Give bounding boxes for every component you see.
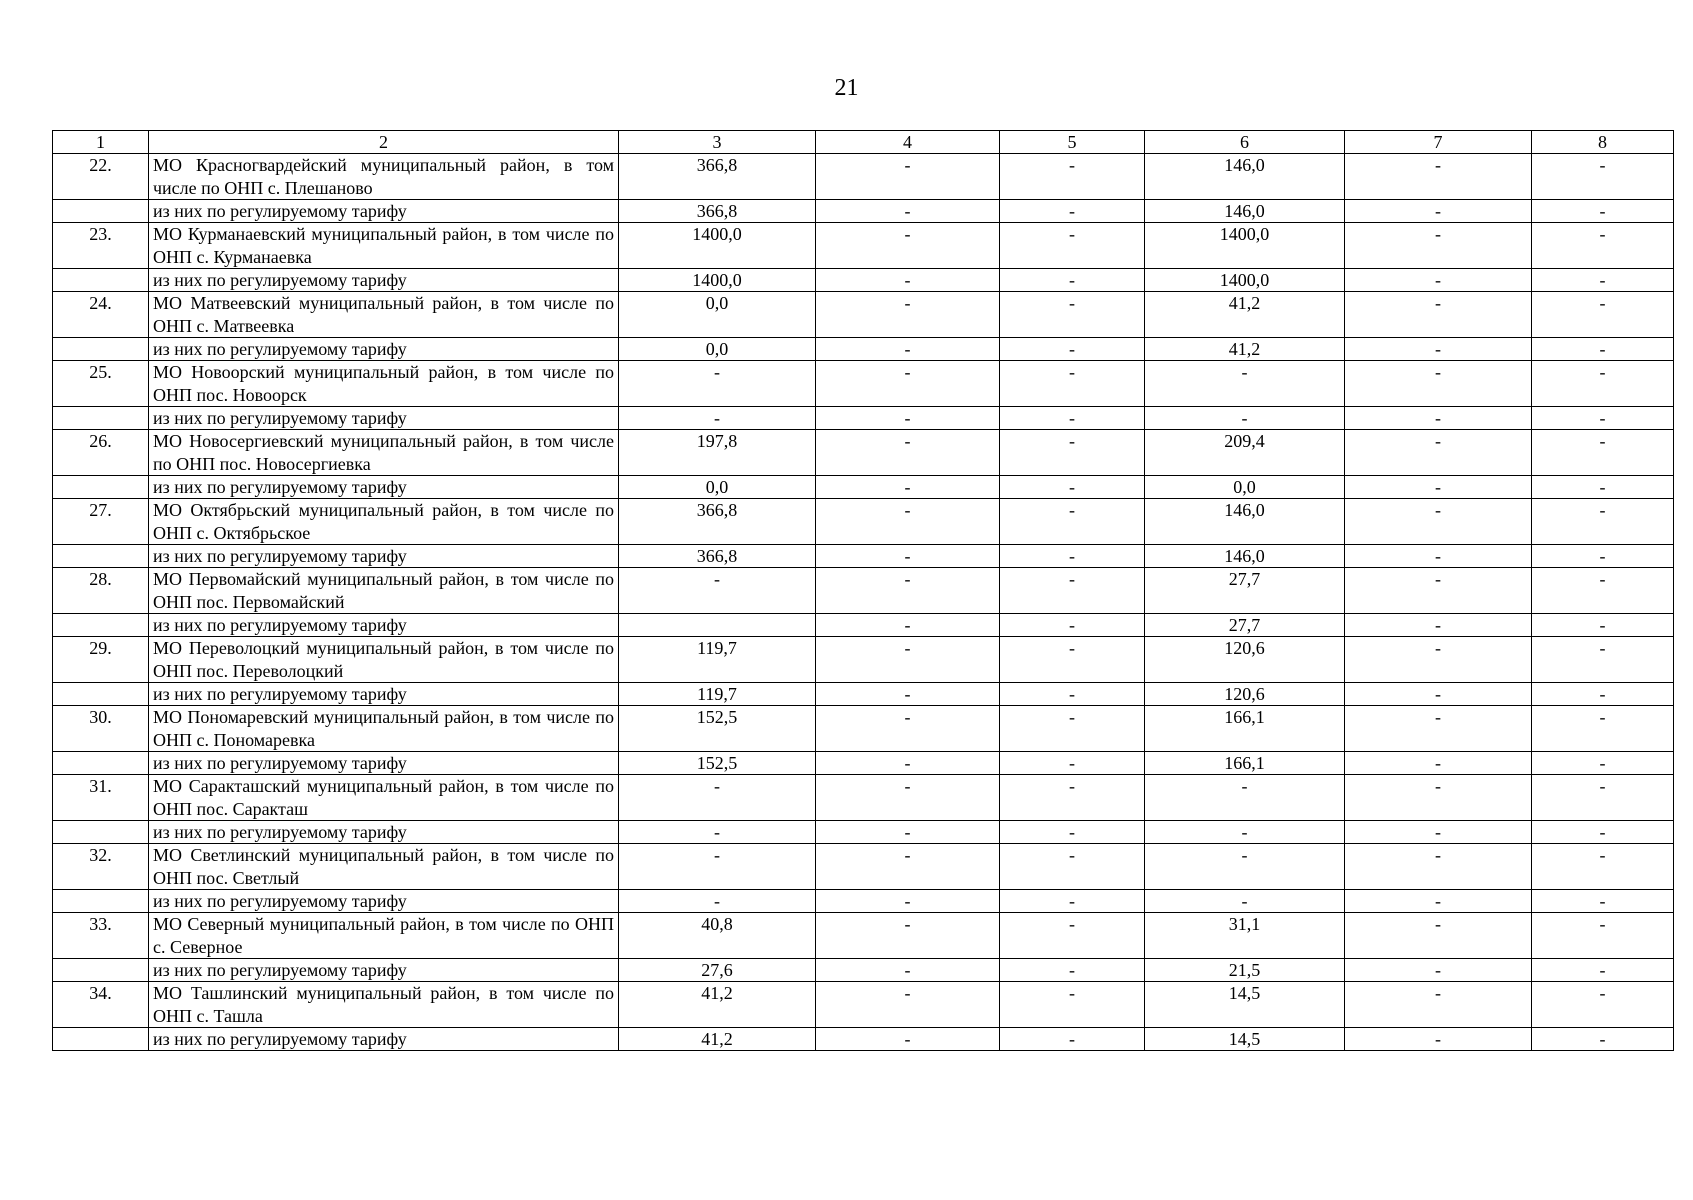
table-subrow — [53, 338, 1674, 361]
col-8-cell: - — [1532, 361, 1674, 407]
col-6-cell: 27,7 — [1145, 614, 1345, 637]
col-8-cell: - — [1532, 223, 1674, 269]
col-8-cell: - — [1532, 154, 1674, 200]
col-3-cell: - — [619, 821, 816, 844]
row-number-cell — [53, 752, 149, 775]
col-7-cell: - — [1345, 223, 1532, 269]
col-8-cell: - — [1532, 752, 1674, 775]
col-5-cell: - — [1000, 821, 1145, 844]
col-7-cell: - — [1345, 568, 1532, 614]
col-7-cell: - — [1345, 982, 1532, 1028]
col-5-cell: - — [1000, 338, 1145, 361]
col-6-cell: 41,2 — [1145, 338, 1345, 361]
col-3-cell: 0,0 — [619, 292, 816, 338]
col-5-cell: - — [1000, 499, 1145, 545]
col-3-cell: 41,2 — [619, 982, 816, 1028]
header-cell: 7 — [1345, 131, 1532, 154]
col-4-cell: - — [816, 752, 1000, 775]
col-5-cell: - — [1000, 292, 1145, 338]
col-3-cell: - — [619, 407, 816, 430]
col-4-cell: - — [816, 821, 1000, 844]
col-6-cell: 120,6 — [1145, 637, 1345, 683]
row-number-cell: 27. — [53, 499, 149, 545]
col-6-cell: 0,0 — [1145, 476, 1345, 499]
row-number-cell — [53, 407, 149, 430]
header-cell: 1 — [53, 131, 149, 154]
table-subrow — [53, 752, 1674, 775]
col-7-cell: - — [1345, 338, 1532, 361]
row-number-cell — [53, 476, 149, 499]
col-5-cell: - — [1000, 844, 1145, 890]
col-3-cell: 366,8 — [619, 545, 816, 568]
table-subrow — [53, 269, 1674, 292]
table-row — [53, 913, 1674, 959]
col-3-cell: 40,8 — [619, 913, 816, 959]
table-subrow — [53, 476, 1674, 499]
row-description-cell: МО Октябрьский муниципальный район, в том числе по ОНП с. Октябрьское — [149, 499, 619, 545]
header-cell: 4 — [816, 131, 1000, 154]
col-3-cell: 41,2 — [619, 1028, 816, 1051]
row-description-cell: из них по регулируемому тарифу — [149, 683, 619, 706]
col-5-cell: - — [1000, 361, 1145, 407]
col-7-cell: - — [1345, 637, 1532, 683]
col-3-cell: 119,7 — [619, 683, 816, 706]
col-4-cell: - — [816, 637, 1000, 683]
col-7-cell: - — [1345, 269, 1532, 292]
col-3-cell: - — [619, 844, 816, 890]
col-8-cell: - — [1532, 821, 1674, 844]
col-4-cell: - — [816, 913, 1000, 959]
table-subrow — [53, 545, 1674, 568]
row-description-cell: МО Ташлинский муниципальный район, в том числе по ОНП с. Ташла — [149, 982, 619, 1028]
col-5-cell: - — [1000, 200, 1145, 223]
table-row — [53, 706, 1674, 752]
row-number-cell: 28. — [53, 568, 149, 614]
row-description-cell: из них по регулируемому тарифу — [149, 1028, 619, 1051]
col-6-cell: 31,1 — [1145, 913, 1345, 959]
row-description-cell: из них по регулируемому тарифу — [149, 200, 619, 223]
table-row — [53, 637, 1674, 683]
col-6-cell: 27,7 — [1145, 568, 1345, 614]
row-number-cell — [53, 890, 149, 913]
col-7-cell: - — [1345, 752, 1532, 775]
row-number-cell: 33. — [53, 913, 149, 959]
col-7-cell: - — [1345, 959, 1532, 982]
col-4-cell: - — [816, 959, 1000, 982]
col-6-cell: 21,5 — [1145, 959, 1345, 982]
col-4-cell: - — [816, 154, 1000, 200]
col-5-cell: - — [1000, 775, 1145, 821]
row-description-cell: из них по регулируемому тарифу — [149, 476, 619, 499]
table-subrow — [53, 890, 1674, 913]
col-5-cell: - — [1000, 683, 1145, 706]
table-subrow — [53, 821, 1674, 844]
col-6-cell: 1400,0 — [1145, 223, 1345, 269]
header-cell: 6 — [1145, 131, 1345, 154]
col-8-cell: - — [1532, 568, 1674, 614]
row-description-cell: из них по регулируемому тарифу — [149, 752, 619, 775]
page-number: 21 — [834, 75, 859, 101]
col-6-cell: 209,4 — [1145, 430, 1345, 476]
table-row — [53, 292, 1674, 338]
col-6-cell: 41,2 — [1145, 292, 1345, 338]
col-7-cell: - — [1345, 614, 1532, 637]
row-number-cell — [53, 821, 149, 844]
col-8-cell: - — [1532, 476, 1674, 499]
col-5-cell: - — [1000, 223, 1145, 269]
col-6-cell: 120,6 — [1145, 683, 1345, 706]
col-8-cell: - — [1532, 959, 1674, 982]
col-3-cell: 152,5 — [619, 706, 816, 752]
row-number-cell: 31. — [53, 775, 149, 821]
col-7-cell: - — [1345, 890, 1532, 913]
col-3-cell: 366,8 — [619, 154, 816, 200]
col-8-cell: - — [1532, 982, 1674, 1028]
col-6-cell: - — [1145, 407, 1345, 430]
col-3-cell: - — [619, 890, 816, 913]
col-6-cell: 146,0 — [1145, 545, 1345, 568]
col-6-cell: - — [1145, 890, 1345, 913]
col-5-cell: - — [1000, 982, 1145, 1028]
row-description-cell: из них по регулируемому тарифу — [149, 614, 619, 637]
col-8-cell: - — [1532, 338, 1674, 361]
row-number-cell: 23. — [53, 223, 149, 269]
col-3-cell: - — [619, 568, 816, 614]
col-4-cell: - — [816, 890, 1000, 913]
header-row — [53, 131, 1674, 154]
col-5-cell: - — [1000, 913, 1145, 959]
col-5-cell: - — [1000, 154, 1145, 200]
row-number-cell: 24. — [53, 292, 149, 338]
col-4-cell: - — [816, 407, 1000, 430]
col-5-cell: - — [1000, 568, 1145, 614]
col-8-cell: - — [1532, 844, 1674, 890]
col-4-cell: - — [816, 430, 1000, 476]
row-number-cell: 29. — [53, 637, 149, 683]
col-5-cell: - — [1000, 614, 1145, 637]
col-6-cell: - — [1145, 844, 1345, 890]
row-description-cell: из них по регулируемому тарифу — [149, 959, 619, 982]
table-row — [53, 223, 1674, 269]
table-subrow — [53, 683, 1674, 706]
col-7-cell: - — [1345, 775, 1532, 821]
col-6-cell: - — [1145, 361, 1345, 407]
col-6-cell: 14,5 — [1145, 982, 1345, 1028]
row-number-cell — [53, 959, 149, 982]
row-number-cell: 25. — [53, 361, 149, 407]
col-3-cell: 1400,0 — [619, 223, 816, 269]
row-description-cell: из них по регулируемому тарифу — [149, 407, 619, 430]
col-3-cell: - — [619, 361, 816, 407]
col-5-cell: - — [1000, 545, 1145, 568]
col-8-cell: - — [1532, 706, 1674, 752]
row-number-cell: 34. — [53, 982, 149, 1028]
col-7-cell: - — [1345, 361, 1532, 407]
table-row — [53, 361, 1674, 407]
col-5-cell: - — [1000, 637, 1145, 683]
col-5-cell: - — [1000, 959, 1145, 982]
col-5-cell: - — [1000, 1028, 1145, 1051]
col-5-cell: - — [1000, 407, 1145, 430]
col-6-cell: 146,0 — [1145, 499, 1345, 545]
col-8-cell: - — [1532, 775, 1674, 821]
col-3-cell — [619, 614, 816, 637]
row-number-cell: 26. — [53, 430, 149, 476]
col-4-cell: - — [816, 844, 1000, 890]
row-description-cell: из них по регулируемому тарифу — [149, 338, 619, 361]
col-7-cell: - — [1345, 913, 1532, 959]
row-number-cell — [53, 683, 149, 706]
header-cell: 3 — [619, 131, 816, 154]
table-row — [53, 154, 1674, 200]
row-number-cell — [53, 1028, 149, 1051]
col-6-cell: 146,0 — [1145, 200, 1345, 223]
header-cell: 2 — [149, 131, 619, 154]
col-6-cell: - — [1145, 775, 1345, 821]
table-row — [53, 982, 1674, 1028]
col-7-cell: - — [1345, 407, 1532, 430]
col-8-cell: - — [1532, 683, 1674, 706]
row-description-cell: из них по регулируемому тарифу — [149, 821, 619, 844]
col-8-cell: - — [1532, 1028, 1674, 1051]
col-6-cell: 146,0 — [1145, 154, 1345, 200]
header-cell: 5 — [1000, 131, 1145, 154]
row-description-cell: МО Матвеевский муниципальный район, в том числе по ОНП с. Матвеевка — [149, 292, 619, 338]
col-6-cell: 1400,0 — [1145, 269, 1345, 292]
col-4-cell: - — [816, 1028, 1000, 1051]
col-7-cell: - — [1345, 545, 1532, 568]
col-7-cell: - — [1345, 476, 1532, 499]
row-number-cell — [53, 338, 149, 361]
col-8-cell: - — [1532, 269, 1674, 292]
col-8-cell: - — [1532, 499, 1674, 545]
col-3-cell: 1400,0 — [619, 269, 816, 292]
col-4-cell: - — [816, 982, 1000, 1028]
row-number-cell: 22. — [53, 154, 149, 200]
row-description-cell: МО Светлинский муниципальный район, в том числе по ОНП пос. Светлый — [149, 844, 619, 890]
row-number-cell — [53, 200, 149, 223]
row-description-cell: МО Северный муниципальный район, в том числе по ОНП с. Северное — [149, 913, 619, 959]
col-8-cell: - — [1532, 545, 1674, 568]
row-number-cell: 32. — [53, 844, 149, 890]
table-row — [53, 499, 1674, 545]
row-description-cell: МО Переволоцкий муниципальный район, в том числе по ОНП пос. Переволоцкий — [149, 637, 619, 683]
row-description-cell: МО Красногвардейский муниципальный район, в том числе по ОНП с. Плешаново — [149, 154, 619, 200]
header-cell: 8 — [1532, 131, 1674, 154]
col-5-cell: - — [1000, 890, 1145, 913]
data-table — [52, 130, 1674, 1051]
col-4-cell: - — [816, 775, 1000, 821]
col-4-cell: - — [816, 568, 1000, 614]
row-number-cell — [53, 269, 149, 292]
col-4-cell: - — [816, 223, 1000, 269]
row-description-cell: из них по регулируемому тарифу — [149, 890, 619, 913]
col-7-cell: - — [1345, 706, 1532, 752]
col-3-cell: 366,8 — [619, 200, 816, 223]
table-subrow — [53, 200, 1674, 223]
row-number-cell — [53, 545, 149, 568]
row-description-cell: МО Новоорский муниципальный район, в том числе по ОНП пос. Новоорск — [149, 361, 619, 407]
col-8-cell: - — [1532, 614, 1674, 637]
col-3-cell: - — [619, 775, 816, 821]
table-row — [53, 844, 1674, 890]
table-body — [53, 154, 1674, 1051]
col-8-cell: - — [1532, 890, 1674, 913]
col-8-cell: - — [1532, 292, 1674, 338]
col-4-cell: - — [816, 545, 1000, 568]
col-7-cell: - — [1345, 430, 1532, 476]
row-description-cell: МО Пономаревский муниципальный район, в том числе по ОНП с. Пономаревка — [149, 706, 619, 752]
col-3-cell: 366,8 — [619, 499, 816, 545]
col-4-cell: - — [816, 200, 1000, 223]
col-4-cell: - — [816, 683, 1000, 706]
col-6-cell: 166,1 — [1145, 706, 1345, 752]
col-7-cell: - — [1345, 1028, 1532, 1051]
table-subrow — [53, 1028, 1674, 1051]
table-subrow — [53, 959, 1674, 982]
row-description-cell: МО Саракташский муниципальный район, в том числе по ОНП пос. Саракташ — [149, 775, 619, 821]
col-7-cell: - — [1345, 292, 1532, 338]
col-4-cell: - — [816, 269, 1000, 292]
col-4-cell: - — [816, 338, 1000, 361]
col-4-cell: - — [816, 476, 1000, 499]
col-7-cell: - — [1345, 154, 1532, 200]
col-4-cell: - — [816, 292, 1000, 338]
col-6-cell: - — [1145, 821, 1345, 844]
row-description-cell: из них по регулируемому тарифу — [149, 545, 619, 568]
col-5-cell: - — [1000, 706, 1145, 752]
table-row — [53, 568, 1674, 614]
col-6-cell: 14,5 — [1145, 1028, 1345, 1051]
col-7-cell: - — [1345, 683, 1532, 706]
col-8-cell: - — [1532, 200, 1674, 223]
col-3-cell: 197,8 — [619, 430, 816, 476]
col-7-cell: - — [1345, 499, 1532, 545]
row-number-cell — [53, 614, 149, 637]
col-8-cell: - — [1532, 407, 1674, 430]
col-8-cell: - — [1532, 913, 1674, 959]
table-subrow — [53, 407, 1674, 430]
col-8-cell: - — [1532, 637, 1674, 683]
col-8-cell: - — [1532, 430, 1674, 476]
table-row — [53, 430, 1674, 476]
col-3-cell: 0,0 — [619, 476, 816, 499]
col-7-cell: - — [1345, 844, 1532, 890]
row-description-cell: МО Новосергиевский муниципальный район, в том числе по ОНП пос. Новосергиевка — [149, 430, 619, 476]
row-number-cell: 30. — [53, 706, 149, 752]
col-4-cell: - — [816, 706, 1000, 752]
table-subrow — [53, 614, 1674, 637]
col-6-cell: 166,1 — [1145, 752, 1345, 775]
row-description-cell: из них по регулируемому тарифу — [149, 269, 619, 292]
col-4-cell: - — [816, 614, 1000, 637]
col-7-cell: - — [1345, 821, 1532, 844]
col-7-cell: - — [1345, 200, 1532, 223]
col-3-cell: 119,7 — [619, 637, 816, 683]
col-3-cell: 27,6 — [619, 959, 816, 982]
col-5-cell: - — [1000, 430, 1145, 476]
col-4-cell: - — [816, 361, 1000, 407]
col-3-cell: 152,5 — [619, 752, 816, 775]
col-5-cell: - — [1000, 269, 1145, 292]
col-4-cell: - — [816, 499, 1000, 545]
col-5-cell: - — [1000, 476, 1145, 499]
row-description-cell: МО Первомайский муниципальный район, в том числе по ОНП пос. Первомайский — [149, 568, 619, 614]
table-row — [53, 775, 1674, 821]
row-description-cell: МО Курманаевский муниципальный район, в том числе по ОНП с. Курманаевка — [149, 223, 619, 269]
col-5-cell: - — [1000, 752, 1145, 775]
col-3-cell: 0,0 — [619, 338, 816, 361]
